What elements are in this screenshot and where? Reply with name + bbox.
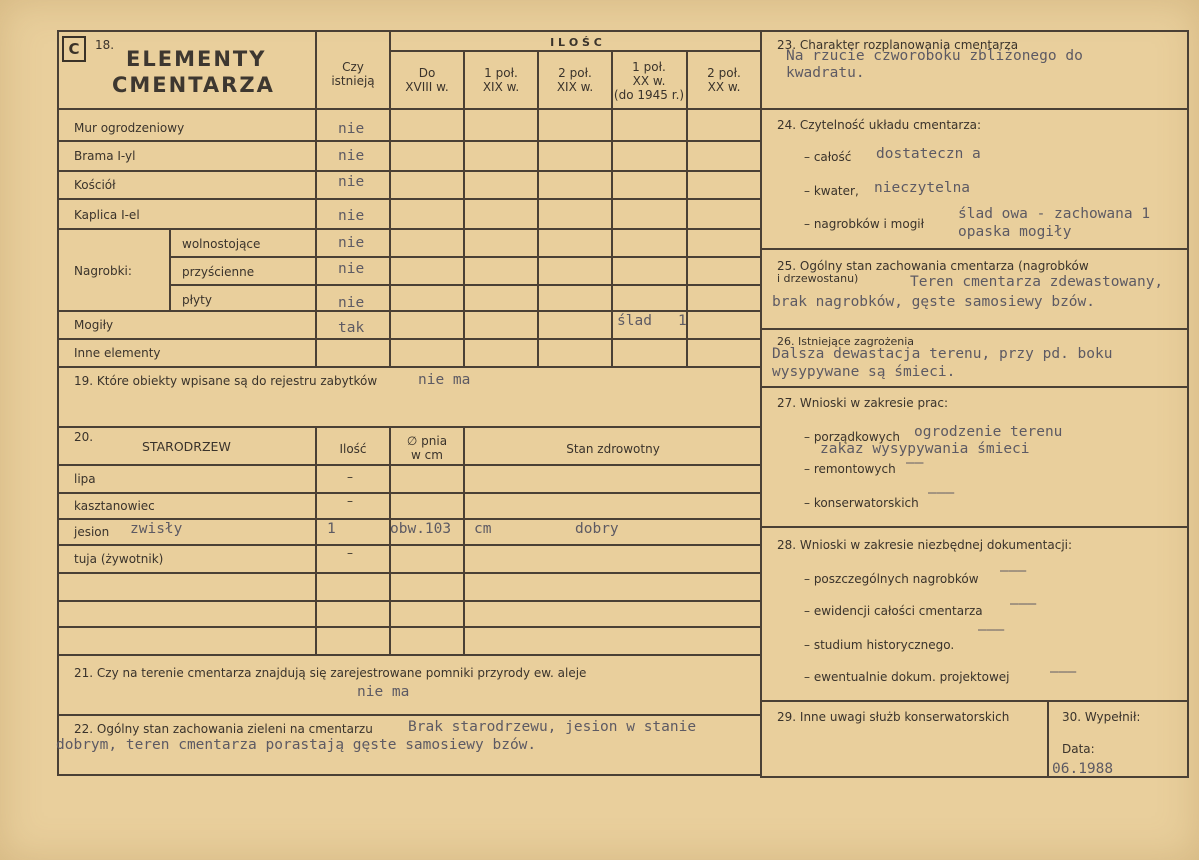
trees-diam-header <box>392 434 462 462</box>
docs-project-value: ––– <box>1050 664 1077 680</box>
greenery-value-line2: dobrym, teren cmentarza porastają gęste samosiewy bzów. <box>56 737 537 753</box>
legibility-graves-label: – nagrobków i mogił <box>804 217 925 231</box>
row-label-wolnostojace: wolnostojące <box>182 237 261 251</box>
tree-lipa-qty: – <box>347 470 353 484</box>
col-line: 1 poł. <box>484 66 518 80</box>
rule <box>58 544 760 546</box>
tree-lipa: lipa <box>74 472 96 486</box>
registry-value: nie ma <box>418 372 471 388</box>
value-mur: nie <box>338 121 365 137</box>
col-2pol-xx <box>688 66 760 94</box>
tree-jesion-health: dobry <box>575 521 619 537</box>
tree-jesion: jesion <box>74 525 110 539</box>
rule <box>169 228 171 310</box>
rule <box>58 198 760 200</box>
filled-by-label: 30. Wypełnił: <box>1062 710 1141 724</box>
diam-line1: ∅ pnia <box>406 434 448 448</box>
rule <box>58 170 760 172</box>
value-mogily-count: 1 <box>678 313 687 329</box>
rule <box>58 228 760 230</box>
trees-health-header: Stan zdrowotny <box>566 442 660 456</box>
row-label-przyscienne: przyścienne <box>182 265 255 279</box>
date-label: Data: <box>1062 742 1095 756</box>
legibility-quarters-label: – kwater, <box>804 184 859 198</box>
rule <box>58 714 760 716</box>
col-line: 1 poł. <box>632 60 666 74</box>
rule <box>58 492 760 494</box>
rule <box>463 426 465 654</box>
remarks-label: 29. Inne uwagi służb konserwatorskich <box>777 710 1010 724</box>
col-line: XIX w. <box>556 80 594 94</box>
rule <box>315 426 317 654</box>
docs-graves-label: – poszczególnych nagrobków <box>804 572 979 586</box>
rule <box>58 30 1188 32</box>
rule <box>58 140 760 142</box>
col-1pol-xix <box>466 66 536 94</box>
trees-number: 20. <box>74 430 94 444</box>
value-kosciol: nie <box>338 174 365 190</box>
monuments-label: 21. Czy na terenie cmentarza znajdują się zarejestrowane pomniki przyrody ew. aleje <box>74 666 587 680</box>
rule <box>58 108 1188 110</box>
rule <box>58 654 760 656</box>
work-conservation-label: – konserwatorskich <box>804 496 919 510</box>
exists-header <box>318 60 388 88</box>
exists-header-line2: istnieją <box>331 74 375 88</box>
section-letter-box: C <box>62 36 86 62</box>
condition-value-line2: brak nagrobków, gęste samosiewy bzów. <box>772 294 1096 310</box>
tree-tuja: tuja (żywotnik) <box>74 552 164 566</box>
rule <box>762 700 1188 702</box>
work-repair-value: –– <box>906 455 924 471</box>
legibility-graves-value2: opaska mogiły <box>958 224 1072 240</box>
row-label-nagrobki: Nagrobki: <box>74 264 132 278</box>
col-do-xviii <box>392 66 462 94</box>
rule <box>390 50 760 52</box>
value-brama: nie <box>338 148 365 164</box>
tree-kasz-qty: – <box>347 494 353 508</box>
col-2pol-xix <box>540 66 610 94</box>
section-title-line1: ELEMENTY <box>126 47 267 71</box>
rule <box>170 284 760 286</box>
value-mogily: tak <box>338 320 365 336</box>
row-label-mogily: Mogiły <box>74 318 114 332</box>
value-mogily-slad: ślad <box>617 313 652 329</box>
value-przyscienne: nie <box>338 261 365 277</box>
layout-value-line2: kwadratu. <box>786 65 865 81</box>
value-wolnostojace: nie <box>338 235 365 251</box>
legibility-whole-label: – całość <box>804 150 852 164</box>
exists-header-line1: Czy <box>342 60 364 74</box>
tree-jesion-diameter: obw.103 <box>390 521 452 537</box>
col-line: XVIII w. <box>405 80 449 94</box>
work-repair-label: – remontowych <box>804 462 896 476</box>
col-1pol-xx <box>612 60 686 102</box>
col-line: Do <box>418 66 436 80</box>
docs-records-label: – ewidencji całości cmentarza <box>804 604 983 618</box>
rule <box>58 518 760 520</box>
tree-jesion-qty: 1 <box>327 521 336 537</box>
col-line: XIX w. <box>482 80 520 94</box>
greenery-value-line1: Brak starodrzewu, jesion w stanie <box>408 719 697 735</box>
tree-jesion-unit: cm <box>474 521 492 537</box>
work-order-label: – porządkowych <box>804 430 900 444</box>
rule <box>1187 30 1189 778</box>
row-label-kosciol: Kościół <box>74 178 116 192</box>
col-line: XX w. <box>707 80 741 94</box>
value-kaplica: nie <box>338 208 365 224</box>
layout-value-line1: Na rzucie czworoboku zbliżonego do <box>786 48 1083 64</box>
trees-qty-header: Ilość <box>339 442 367 456</box>
legibility-label: 24. Czytelność układu cmentarza: <box>777 118 982 132</box>
tree-tuja-qty: – <box>347 546 353 560</box>
rule <box>58 338 760 340</box>
rule <box>762 248 1188 250</box>
tree-kasztanowiec: kasztanowiec <box>74 499 155 513</box>
row-label-brama: Brama I-yl <box>74 149 136 163</box>
date-value: 06.1988 <box>1052 761 1114 777</box>
rule <box>762 776 1188 778</box>
rule <box>762 386 1188 388</box>
condition-value-line1: Teren cmentarza zdewastowany, <box>910 274 1164 290</box>
row-label-plyty: płyty <box>182 293 212 307</box>
docs-graves-value: ––– <box>1000 563 1027 579</box>
col-line: XX w. <box>632 74 666 88</box>
rule <box>58 426 760 428</box>
rule <box>58 774 762 776</box>
work-order-value2: zakaz wysypywania śmieci <box>820 441 1030 457</box>
quantity-header: I L O Ś C <box>550 36 602 49</box>
rule <box>760 30 762 778</box>
docs-history-label: – studium historycznego. <box>804 638 955 652</box>
rule <box>58 572 760 574</box>
work-conservation-value: ––– <box>928 485 955 501</box>
layout-label: 23. Charakter rozplanowania cmentarza <box>777 38 1019 52</box>
docs-label: 28. Wnioski w zakresie niezbędnej dokumentacji: <box>777 538 1073 552</box>
diam-line2: w cm <box>411 448 443 462</box>
section-title-line2: CMENTARZA <box>112 73 275 97</box>
rule <box>389 426 391 654</box>
col-line: (do 1945 r.) <box>613 88 685 102</box>
rule <box>463 52 465 366</box>
greenery-label: 22. Ogólny stan zachowania zieleni na cmentarzu <box>74 722 373 736</box>
registry-label: 19. Które obiekty wpisane są do rejestru zabytków <box>74 374 378 388</box>
rule <box>58 310 760 312</box>
col-line: 2 poł. <box>707 66 741 80</box>
work-label: 27. Wnioski w zakresie prac: <box>777 396 949 410</box>
rule <box>58 366 760 368</box>
docs-project-label: – ewentualnie dokum. projektowej <box>804 670 1010 684</box>
rule <box>762 328 1188 330</box>
value-plyty: nie <box>338 295 365 311</box>
threats-value-line2: wysypywane są śmieci. <box>772 364 956 380</box>
row-label-inne: Inne elementy <box>74 346 161 360</box>
section-number: 18. <box>95 38 115 52</box>
trees-title: STARODRZEW <box>142 439 231 454</box>
rule <box>58 600 760 602</box>
threats-value-line1: Dalsza dewastacja terenu, przy pd. boku <box>772 346 1113 362</box>
docs-records-value: ––– <box>1010 596 1037 612</box>
condition-label-line1: 25. Ogólny stan zachowania cmentarza (nagrobków <box>777 259 1089 273</box>
legibility-whole-value: dostateczn a <box>876 146 981 162</box>
rule <box>537 52 539 366</box>
rule <box>1047 700 1049 776</box>
row-label-kaplica: Kaplica I-el <box>74 208 140 222</box>
monuments-value: nie ma <box>357 684 410 700</box>
legibility-graves-value1: ślad owa - zachowana 1 <box>958 206 1151 222</box>
threats-label: 26. Istniejące zagrożenia <box>777 335 915 348</box>
rule <box>58 626 760 628</box>
work-order-value1: ogrodzenie terenu <box>914 424 1063 440</box>
rule <box>58 464 760 466</box>
tree-jesion-type: zwisły <box>130 521 183 537</box>
col-line: 2 poł. <box>558 66 592 80</box>
legibility-quarters-value: nieczytelna <box>874 180 971 196</box>
row-label-mur: Mur ogrodzeniowy <box>74 121 185 135</box>
docs-history-value: ––– <box>978 622 1005 638</box>
condition-label-line2: i drzewostanu) <box>777 272 859 285</box>
rule <box>170 256 760 258</box>
rule <box>762 526 1188 528</box>
